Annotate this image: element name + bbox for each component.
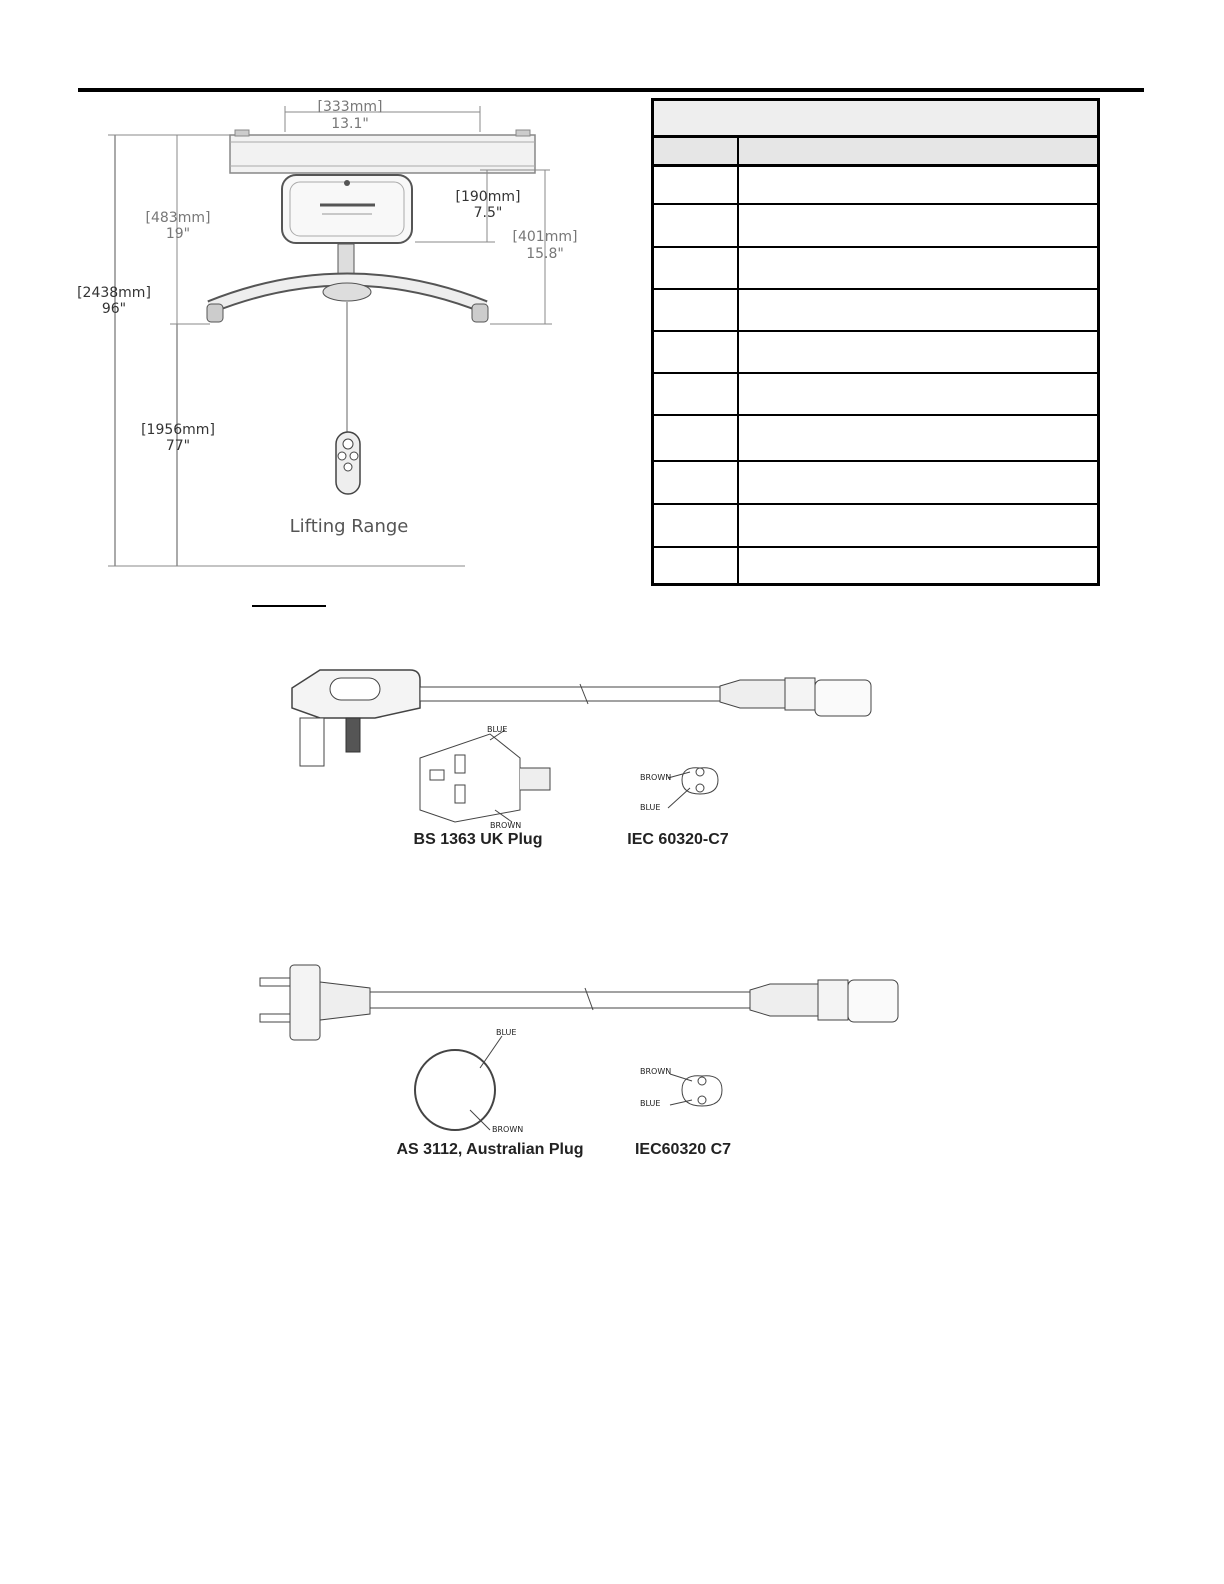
uk-wire-blue-label: BLUE xyxy=(487,725,508,734)
dim-ceiling-mm: [2438mm] xyxy=(77,285,151,301)
dim-floor-hanger-in: 77" xyxy=(165,438,191,454)
au-wire-brown-label: BROWN xyxy=(492,1125,524,1134)
dim-rail-hanger-in: 19" xyxy=(165,226,191,242)
uk-connector-caption: IEC 60320-C7 xyxy=(627,831,729,848)
table-row xyxy=(654,505,1097,548)
spec-table-header xyxy=(654,138,1097,167)
dim-width-mm: [333mm] xyxy=(317,99,383,115)
dim-unit-height-mm: [190mm] xyxy=(455,189,521,205)
uk-power-cord-diagram xyxy=(280,660,880,860)
table-row xyxy=(654,332,1097,374)
lifting-range-caption: Lifting Range xyxy=(289,516,409,537)
specification-table xyxy=(651,98,1100,586)
table-row xyxy=(654,462,1097,505)
au-c7-wire-blue-label: BLUE xyxy=(640,1099,661,1108)
table-row xyxy=(654,416,1097,462)
au-power-cord-diagram xyxy=(240,950,920,1170)
dim-floor-hanger-mm: [1956mm] xyxy=(141,422,215,438)
spec-table-title xyxy=(654,101,1097,138)
uk-c7-wire-blue-label: BLUE xyxy=(640,803,661,812)
uk-plug-caption: BS 1363 UK Plug xyxy=(413,831,543,848)
table-row xyxy=(654,374,1097,416)
dim-total-drop-mm: [401mm] xyxy=(512,229,578,245)
dim-rail-hanger-mm: [483mm] xyxy=(145,210,211,226)
table-row xyxy=(654,248,1097,290)
dim-width-in: 13.1" xyxy=(331,116,369,132)
au-plug-caption: AS 3112, Australian Plug xyxy=(396,1141,584,1158)
lift-dimension-diagram xyxy=(60,92,620,582)
dim-total-drop-in: 15.8" xyxy=(526,246,564,262)
table-row xyxy=(654,548,1097,586)
au-c7-wire-brown-label: BROWN xyxy=(640,1067,672,1076)
au-wire-blue-label: BLUE xyxy=(496,1028,517,1037)
table-row xyxy=(654,167,1097,205)
dim-unit-height-in: 7.5" xyxy=(473,205,503,221)
table-row xyxy=(654,205,1097,248)
dim-ceiling-in: 96" xyxy=(101,301,127,317)
uk-wire-brown-label: BROWN xyxy=(490,821,522,830)
uk-c7-wire-brown-label: BROWN xyxy=(640,773,672,782)
table-row xyxy=(654,290,1097,332)
au-connector-caption: IEC60320 C7 xyxy=(634,1141,732,1158)
underline-mark xyxy=(252,605,326,607)
